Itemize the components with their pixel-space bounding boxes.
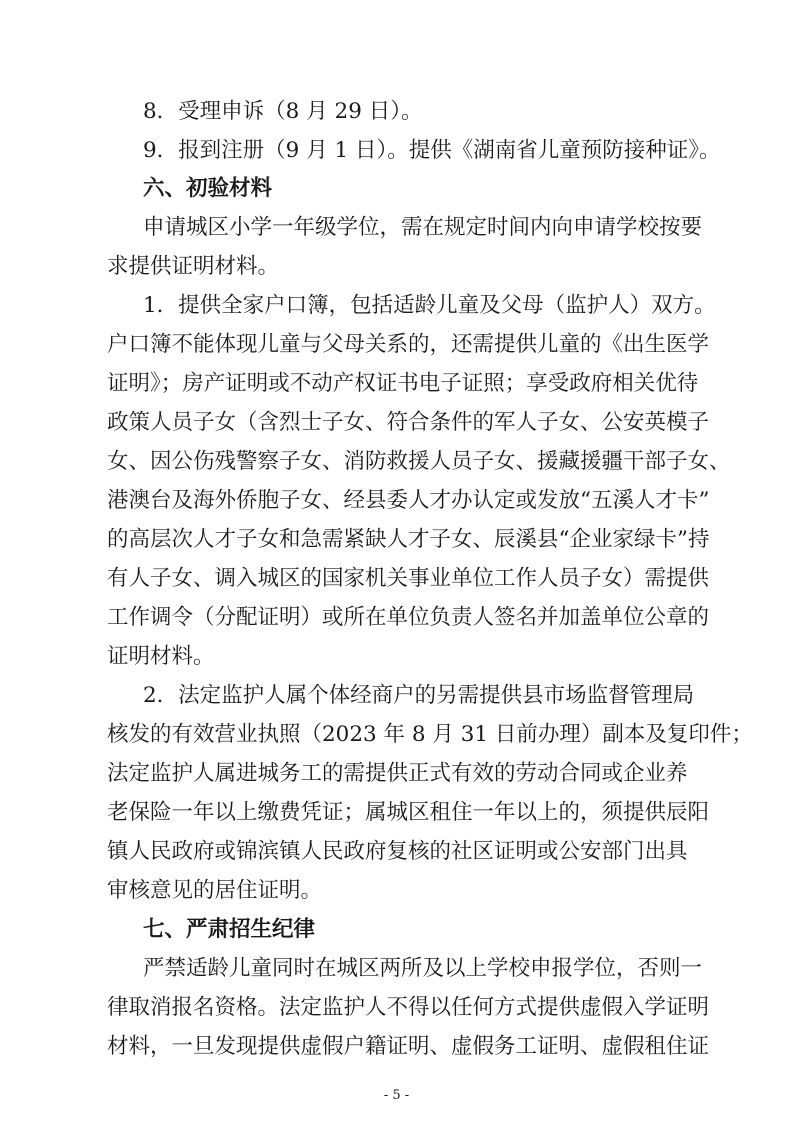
- paragraph-line: 证明》；房产证明或不动产权证书电子证照；享受政府相关优待: [107, 371, 699, 396]
- paragraph-line: 法定监护人属进城务工的需提供正式有效的劳动合同或企业养: [107, 761, 688, 786]
- section-heading-discipline: 七、严肃招生纪律: [143, 917, 316, 942]
- paragraph-line: 审核意见的居住证明。: [107, 878, 323, 903]
- paragraph-line: 2．法定监护人属个体经商户的另需提供县市场监督管理局: [143, 683, 695, 708]
- paragraph-line: 律取消报名资格。法定监护人不得以任何方式提供虚假入学证明: [107, 995, 710, 1020]
- paragraph-line: 材料，一旦发现提供虚假户籍证明、虚假务工证明、虚假租住证: [107, 1034, 710, 1059]
- paragraph-line: 户口簿不能体现儿童与父母关系的，还需提供儿童的《出生医学: [107, 332, 710, 357]
- paragraph-line: 老保险一年以上缴费凭证；属城区租住一年以上的，须提供辰阳: [107, 800, 710, 825]
- paragraph-line: 1．提供全家户口簿，包括适龄儿童及父母（监护人）双方。: [143, 293, 716, 318]
- paragraph-line: 有人子女、调入城区的国家机关事业单位工作人员子女）需提供: [107, 566, 710, 591]
- paragraph-line: 工作调令（分配证明）或所在单位负责人签名并加盖单位公章的: [107, 605, 710, 630]
- item-9-registration: 9．报到注册（9 月 1 日）。提供《湖南省儿童预防接种证》。: [143, 138, 721, 163]
- paragraph-line: 政策人员子女（含烈士子女、符合条件的军人子女、公安英模子: [107, 410, 710, 435]
- item-8-appeal: 8．受理申诉（8 月 29 日）。: [143, 99, 423, 124]
- paragraph-line: 证明材料。: [107, 644, 215, 669]
- page-number: - 5 -: [383, 1088, 410, 1103]
- section-heading-initial-materials: 六、初验材料: [143, 176, 273, 201]
- paragraph-line: 的高层次人才子女和急需紧缺人才子女、辰溪县“企业家绿卡”持: [107, 527, 710, 552]
- paragraph-line: 申请城区小学一年级学位，需在规定时间内向申请学校按要: [143, 215, 703, 240]
- paragraph-line: 女、因公伤残警察子女、消防救援人员子女、援藏援疆干部子女、: [107, 449, 731, 474]
- paragraph-line: 镇人民政府或锦滨镇人民政府复核的社区证明或公安部门出具: [107, 839, 688, 864]
- paragraph-line: 港澳台及海外侨胞子女、经县委人才办认定或发放“五溪人才卡”: [107, 488, 710, 513]
- paragraph-line: 严禁适龄儿童同时在城区两所及以上学校申报学位，否则一: [143, 956, 703, 981]
- paragraph-line: 求提供证明材料。: [107, 254, 280, 279]
- paragraph-line: 核发的有效营业执照（2023 年 8 月 31 日前办理）副本及复印件；: [107, 722, 753, 747]
